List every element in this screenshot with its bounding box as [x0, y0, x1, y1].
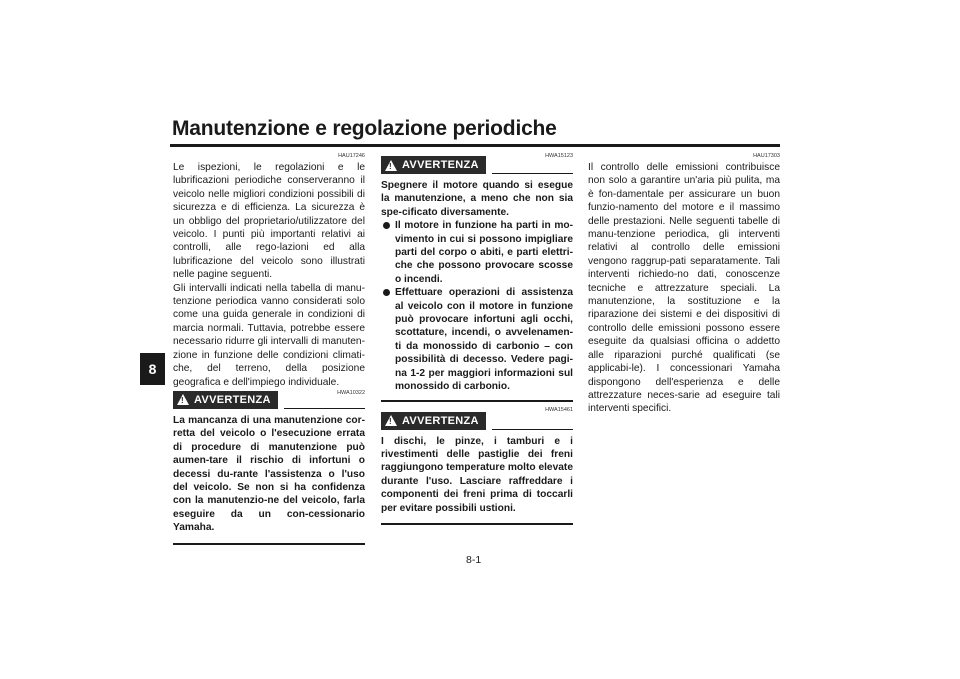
warning-triangle-icon: !: [385, 160, 397, 171]
warning-label: AVVERTENZA: [402, 414, 479, 427]
warning-code: HWA10322: [337, 389, 365, 396]
column-1: [173, 152, 365, 545]
chapter-tab: 8: [140, 353, 165, 385]
column-2: [381, 152, 573, 525]
warning-rule: [284, 408, 365, 409]
intervals-paragraph: Gli intervalli indicati nella tabella di manu-tenzione periodica vanno considerati solo come una guida generale in condizioni di marcia normali. Tuttavia, potrebbe essere necessario ridurre gli intervalli di manuten-zione in funzione delle condizioni climati-che, del terreno, della posizione geografica e dell'impiego individuale.: [173, 282, 365, 388]
emissions-paragraph: Il controllo delle emissioni contribuisce non solo a garantire un'aria più pulita, ma è fon-damentale per assicurare un buon funzio-namento del motore e il massimo delle prestazioni. Nelle seguenti tabelle di manu-tenzione periodica, gli interventi relativi al controllo delle emissioni vengono raggrup-pati separatamente. Tali interventi richiedo-no dati, conoscenze tecniche e attrezzature speciali. La manutenzione, la sostituzione e la riparazione dei sistemi e dei dispositivi di controllo delle emissioni possono essere eseguite da qualsiasi officina o addetto alle riparazioni purché qualificati (se applicabi-le). I concessionari Yamaha dispongono dell'esperienza e delle attrezzature neces-sarie ad eseguire tali interventi specifici.: [588, 162, 780, 415]
warning-triangle-icon: !: [385, 415, 397, 426]
warning-triangle-icon: !: [177, 394, 189, 405]
warning-badge: [173, 391, 278, 409]
column-3: [588, 152, 780, 416]
page-title: Manutenzione e regolazione periodiche: [172, 117, 557, 140]
warning-bullet-list: [381, 219, 573, 393]
warning-end-rule: [381, 400, 573, 402]
warning-end-rule: [173, 543, 365, 545]
warning-text: Spegnere il motore quando si esegue la manutenzione, a meno che non sia spe-cificato diversamente.: [381, 180, 573, 218]
warning-code: HWA15123: [545, 153, 573, 159]
warning-end-rule: [381, 523, 573, 525]
title-divider: [170, 144, 780, 147]
page-number: 8-1: [466, 554, 482, 566]
warning-code: HWA15461: [545, 406, 573, 413]
section-code: HAU17246: [338, 153, 365, 159]
warning-rule: [492, 429, 573, 430]
warning-label: AVVERTENZA: [402, 159, 479, 171]
bullet-item: Il motore in funzione ha parti in mo-vimento in cui si possono impigliare parti del corpo o abiti, e parti elettri-che che possono provocare scosse o incendi.: [395, 220, 573, 285]
warning-badge: [381, 412, 486, 430]
warning-badge: [381, 156, 486, 174]
warning-rule: [492, 173, 573, 174]
warning-text: La mancanza di una manutenzione cor-retta del veicolo o l'esecuzione errata di procedure di manutenzione può aumen-tare il rischio di infortuni o decessi du-rante l'assistenza o l'uso del veicolo. Se non si ha confidenza con la manutenzio-ne del veicolo, farla eseguire da un con-cessionario Yamaha.: [173, 414, 365, 534]
bullet-item: Effettuare operazioni di assistenza al veicolo con il motore in funzione può provocare infortuni agli occhi, scottature, incendi, o avvelenamen-ti da monossido di carbonio – con possibilità di decesso. Vedere pagi-na 1-2 per maggiori informazioni sul monossido di carbonio.: [395, 287, 573, 393]
warning-label: AVVERTENZA: [194, 393, 271, 406]
section-code: HAU17303: [753, 153, 780, 159]
warning-text: I dischi, le pinze, i tamburi e i rivestimenti delle pastiglie dei freni raggiungono temperature molto elevate durante l'uso. Lasciare raffreddare i componenti dei freni prima di toccarli per evitare possibili ustioni.: [381, 435, 573, 514]
intro-paragraph: Le ispezioni, le regolazioni e le lubrificazioni periodiche conserveranno il veicolo nelle migliori condizioni possibili di sicurezza e di efficienza. La sicurezza è un obbligo del proprietario/utilizzatore del veicolo. I punti più importanti relativi ai controlli, alle rego-lazioni ed alla lubrificazione del veicolo sono illustrati nelle pagine seguenti.: [173, 162, 365, 281]
